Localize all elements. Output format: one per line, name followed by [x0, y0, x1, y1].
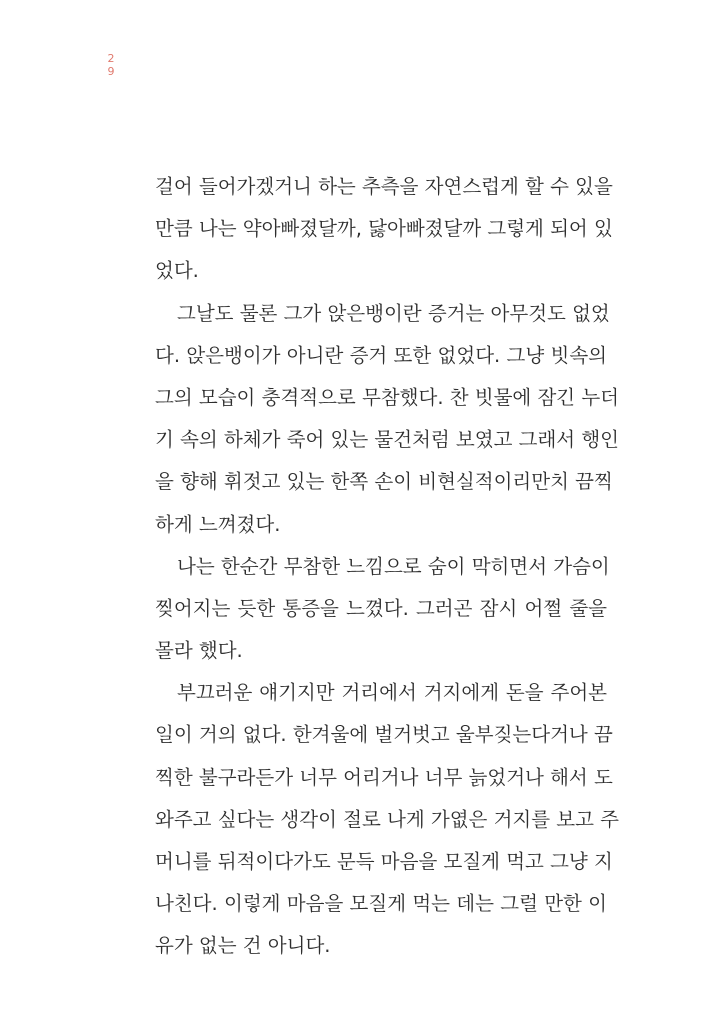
paragraph: [155, 546, 610, 673]
text-line: 기 속의 하체가 죽어 있는 물건처럼 보였고 그래서 행인: [155, 428, 620, 452]
text-line: 다. 앉은뱅이가 아니란 증거 또한 없었다. 그냥 빗속의: [155, 343, 607, 367]
text-line: 그의 모습이 충격적으로 무참했다. 찬 빗물에 잠긴 누더: [155, 385, 620, 409]
text-line: 하게 느껴졌다.: [155, 512, 281, 536]
text-line: 찢어지는 듯한 통증을 느꼈다. 그러곤 잠시 어쩔 줄을: [155, 596, 607, 620]
text-line: 머니를 뒤적이다가도 문득 마음을 모질게 먹고 그냥 지: [155, 850, 613, 873]
text-line: 찍한 불구라든가 너무 어리거나 너무 늙었거나 해서 도: [155, 765, 613, 789]
paragraph: [155, 166, 613, 293]
text-line: 만큼 나는 약아빠졌달까, 닳아빠졌달까 그렇게 되어 있: [155, 217, 613, 241]
text-line: 와주고 싶다는 생각이 절로 나게 가엾은 거지를 보고 주: [155, 807, 620, 831]
paragraph: [155, 293, 620, 546]
text-line: 몰라 했다.: [155, 639, 243, 663]
text-line: 나는 한순간 무참한 느낌으로 숨이 막히면서 가슴이: [177, 554, 610, 578]
paragraph: [155, 672, 620, 967]
page-number-digit: 2: [107, 52, 115, 65]
text-line: 부끄러운 얘기지만 거리에서 거지에게 돈을 주어본: [177, 681, 607, 705]
body-text: [155, 166, 620, 968]
text-line: 일이 거의 없다. 한겨울에 벌거벗고 울부짖는다거나 끔: [155, 723, 613, 747]
text-line: 그날도 물론 그가 앉은뱅이란 증거는 아무것도 없었: [177, 301, 610, 325]
text-line: 나친다. 이렇게 마음을 모질게 먹는 데는 그럴 만한 이: [155, 892, 607, 916]
text-line: 었다.: [155, 259, 199, 283]
page-number-digit: 9: [107, 65, 115, 78]
page-number: [106, 52, 116, 78]
text-line: 을 향해 휘젓고 있는 한쪽 손이 비현실적이리만치 끔찍: [155, 470, 613, 494]
text-line: 걸어 들어가겠거니 하는 추측을 자연스럽게 할 수 있을: [155, 175, 613, 198]
text-line: 유가 없는 건 아니다.: [155, 934, 331, 958]
